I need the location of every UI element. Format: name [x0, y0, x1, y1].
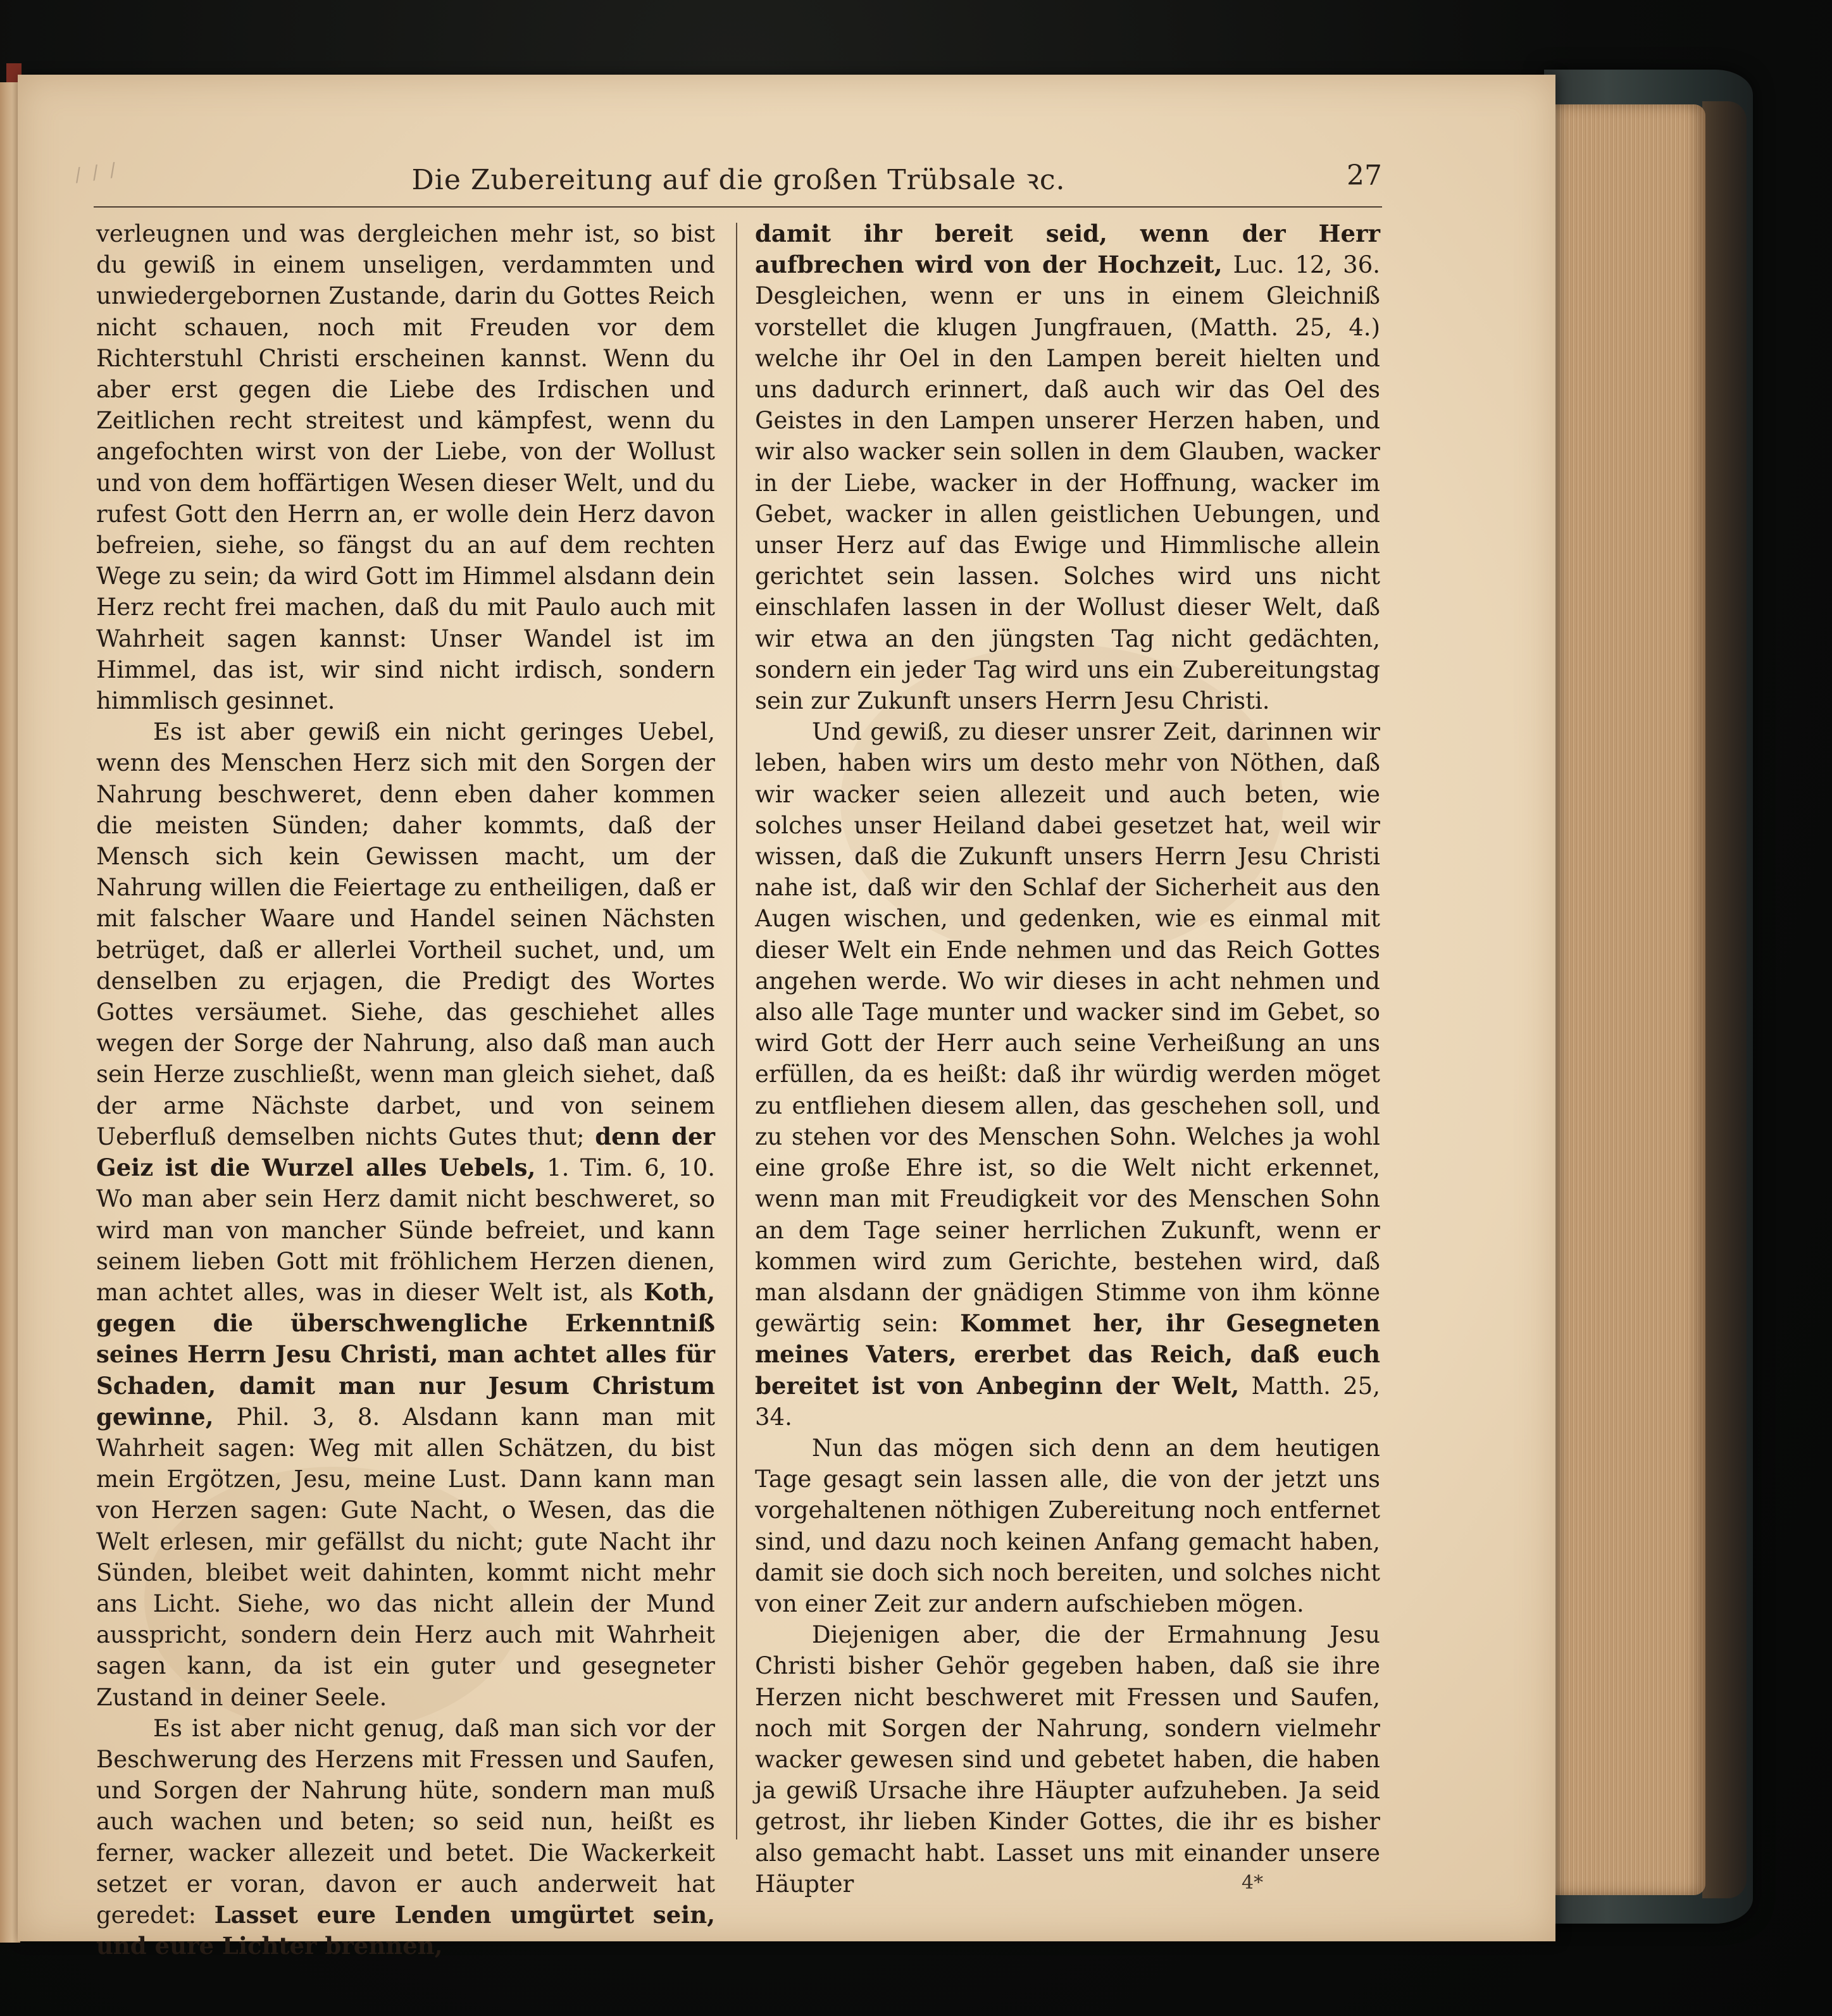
bold-quotation: damit ihr bereit seid, wenn der Herr aufbrechen wird von der Hochzeit,	[755, 220, 1380, 279]
header-rule	[94, 206, 1382, 208]
text-run: 1. Tim. 6, 10. Wo man aber sein Herz damit nicht beschweret, so wird man von mancher Sünde befreiet, und kann seinem lieben Gott mit fröhlichem Herzen dienen, man achtet alles, was in dieser Welt ist, als	[96, 1154, 715, 1306]
bold-quotation: Kommet her, ihr Gesegneten meines Vaters, ererbet das Reich, daß euch bereitet ist von Anbeginn der Welt,	[755, 1309, 1380, 1400]
text-run: Und gewiß, zu dieser unsrer Zeit, darinnen wir leben, haben wirs um desto mehr von Nöthen, daß wir wacker seien allezeit und auch beten, wie solches unser Heiland dabei gesetzet hat, weil wir wissen, daß die Zukunft unsers Herrn Jesu Christi nahe ist, daß wir den Schlaf der Sicherheit aus den Augen wischen, und gedenken, wie es einmal mit dieser Welt ein Ende nehmen und das Reich Gottes angehen werde. Wo wir dieses in acht nehmen und also alle Tage munter und wacker sind im Gebet, so wird Gott der Herr auch seine Verheißung an uns erfüllen, da es heißt: daß ihr würdig werden möget zu entfliehen diesem allen, das geschehen soll, und zu stehen vor des Menschen Sohn. Welches ja wohl eine große Ehre ist, so die Welt nicht erkennet, wenn man mit Freudigkeit vor des Menschen Sohn an dem Tage seiner herrlichen Zukunft, wenn er kommen wird zum Gerichte, bestehen wird, daß man alsdann der gnädigen Stimme von ihm könne gewärtig sein:	[755, 718, 1380, 1338]
text-run: Luc. 12, 36. Desgleichen, wenn er uns in einem Gleichniß vorstellet die klugen Jungfrauen, (Matth. 25, 4.) welche ihr Oel in den Lampen bereit hielten und uns dadurch erinnert, daß auch wir das Oel des Geistes in den Lampen unserer Herzen haben, und wir also wacker sein sollen in dem Glauben, wacker in der Liebe, wacker in der Hoffnung, wacker im Gebet, wacker in allen geistlichen Uebungen, und unser Herz auf das Ewige und Himmlische allein gerichtet sein lassen. Solches wird uns nicht einschlafen lassen in der Wollust dieser Welt, daß wir etwa an den jüngsten Tag nicht gedächten, sondern ein jeder Tag wird uns ein Zubereitungstag sein zur Zukunft unsers Herrn Jesu Christi.	[755, 251, 1380, 715]
text-run: Nun das mögen sich denn an dem heutigen Tage gesagt sein lassen alle, die von der jetzt uns vorgehaltenen nöthigen Zubereitung noch entfernet sind, und dazu noch keinen Anfang gemacht haben, damit sie doch sich noch bereiten, und solches nicht von einer Zeit zur andern aufschieben mögen.	[755, 1434, 1380, 1617]
bold-quotation: Lasset eure Lenden umgürtet sein, und eure Lichter brennen,	[96, 1900, 716, 1960]
paragraph	[755, 1433, 1380, 1619]
paragraph	[96, 1713, 715, 1962]
page-number: 27	[1347, 159, 1382, 192]
right-text-column	[755, 218, 1380, 1900]
text-run: Es ist aber nicht genug, daß man sich vor der Beschwerung des Herzens mit Fressen und Saufen, und Sorgen der Nahrung hüte, sondern man muß auch wachen und beten; so seid nun, heißt es ferner, wacker allezeit und betet. Die Wackerkeit setzet er voran, davon er auch anderweit hat geredet:	[96, 1714, 715, 1929]
text-run: Phil. 3, 8. Alsdann kann man mit Wahrheit sagen: Weg mit allen Schätzen, du bist mein Ergötzen, Jesu, meine Lust. Dann kann man von Herzen sagen: Gute Nacht, o Wesen, das die Welt erlesen, mir gefällst du nicht; gute Nacht ihr Sünden, bleibet weit dahinten, kommt nicht mehr ans Licht. Siehe, wo das nicht allein der Mund ausspricht, sondern dein Herz auch mit Wahrheit sagen kann, da ist ein guter und gesegneter Zustand in deiner Seele.	[96, 1403, 715, 1711]
signature-mark: 4*	[1242, 1872, 1264, 1894]
book-page-edges	[1544, 104, 1705, 1895]
left-text-column	[96, 218, 715, 1962]
bold-quotation: Koth, gegen die überschwengliche Erkenntniß seines Herrn Jesu Christi, man achtet alles für Schaden, damit man nur Jesum Christum gewinne,	[96, 1278, 715, 1431]
running-title: Die Zubereitung auf die großen Trübsale ꝛc.	[411, 164, 1066, 196]
paragraph	[755, 716, 1380, 1433]
column-divider	[736, 223, 737, 1839]
text-run: Diejenigen aber, die der Ermahnung Jesu Christi bisher Gehör gegeben haben, daß sie ihre Herzen nicht beschweret mit Fressen und Saufen, noch mit Sorgen der Nahrung, sondern vielmehr wacker gewesen sind und gebetet haben, die haben ja gewiß Ursache ihre Häupter aufzuheben. Ja seid getrost, ihr lieben Kinder Gottes, die ihr es bisher also gemacht habt. Lasset uns mit einander unsere Häupter	[755, 1621, 1380, 1898]
text-run: Matth. 25, 34.	[755, 1372, 1380, 1431]
paragraph	[96, 716, 715, 1713]
paragraph	[96, 218, 715, 716]
text-run: verleugnen und was dergleichen mehr ist, so bist du gewiß in einem unseligen, verdammten und unwiedergebornen Zustande, darin du Gottes Reich nicht schauen, noch mit Freuden vor dem Richterstuhl Christi erscheinen kannst. Wenn du aber erst gegen die Liebe des Irdischen und Zeitlichen recht streitest und kämpfest, wenn du angefochten wirst von der Liebe, von der Wollust und von dem hoffärtigen Wesen dieser Welt, und du rufest Gott den Herrn an, er wolle dein Herz davon befreien, siehe, so fängst du an auf dem rechten Wege zu sein; da wird Gott im Himmel alsdann dein Herz recht frei machen, daß du mit Paulo auch mit Wahrheit sagen kannst: Unser Wandel ist im Himmel, das ist, wir sind nicht irdisch, sondern himmlisch gesinnet.	[96, 220, 715, 715]
paragraph	[755, 1619, 1380, 1900]
text-run: Es ist aber gewiß ein nicht geringes Uebel, wenn des Menschen Herz sich mit den Sorgen der Nahrung beschweret, denn eben daher kommen die meisten Sünden; daher kommts, daß der Mensch sich kein Gewissen macht, um der Nahrung willen die Feiertage zu entheiligen, daß er mit falscher Waare und Handel seinen Nächsten betrüget, daß er allerlei Vortheil suchet, und, um denselben zu erjagen, die Predigt des Wortes Gottes versäumet. Siehe, das geschiehet alles wegen der Sorge der Nahrung, also daß man auch sein Herze zuschließt, wenn man gleich siehet, daß der arme Nächste darbet, und von seinem Ueberfluß demselben nichts Gutes thut;	[96, 718, 715, 1150]
page-header	[95, 159, 1382, 204]
bold-quotation: denn der Geiz ist die Wurzel alles Uebels,	[96, 1122, 716, 1182]
margin-pencil-marks: / / /	[73, 158, 120, 187]
paragraph	[755, 218, 1380, 716]
book-cover-edge	[1702, 101, 1747, 1898]
